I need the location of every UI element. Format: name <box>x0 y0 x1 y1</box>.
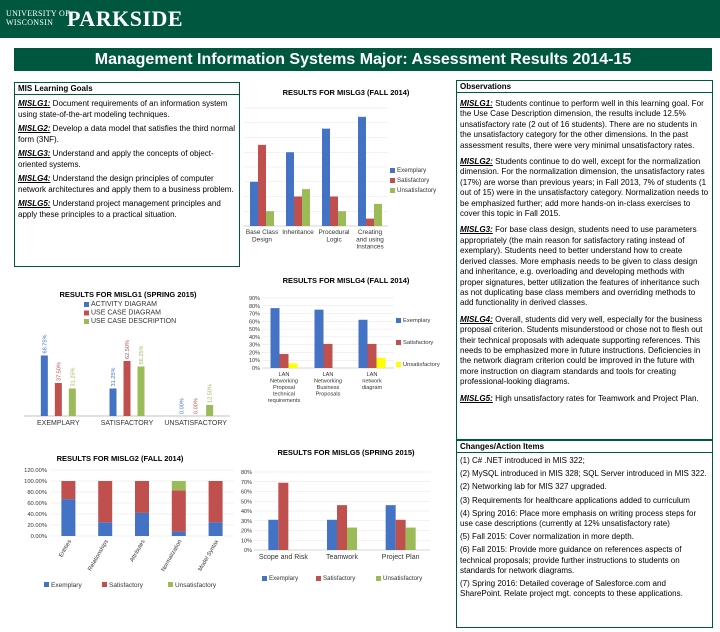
legend-label: Exemplary <box>397 167 427 174</box>
bar <box>330 197 338 227</box>
observation-id: MISLG4: <box>460 314 493 324</box>
learning-goal-id: MISLG5: <box>18 199 51 208</box>
learning-goal-item <box>15 174 239 195</box>
university-logo-text <box>6 9 70 27</box>
learning-goal-item <box>15 124 239 145</box>
change-item: (2) MySQL introduced in MIS 328; SQL Server introduced in MIS 322. <box>460 469 707 479</box>
chart-lg3 <box>236 100 454 268</box>
bar <box>327 520 337 550</box>
legend-swatch <box>84 302 89 307</box>
learning-goal-item <box>15 149 239 170</box>
change-item: (5) Fall 2015: Cover normalization in more depth. <box>460 532 634 542</box>
chart-lg1-title: RESULTS FOR MISLG1 (SPRING 2015) <box>59 290 197 299</box>
bar <box>315 310 324 368</box>
bar <box>289 363 298 368</box>
observations-panel <box>456 80 713 440</box>
bar <box>294 197 302 227</box>
chart-lg4 <box>236 290 454 416</box>
legend-label: USE CASE DESCRIPTION <box>91 318 177 325</box>
data-label: 12.50% <box>207 384 214 403</box>
y-tick-label: 70% <box>240 479 252 486</box>
legend-swatch <box>44 582 49 587</box>
legend-label: Satisfactory <box>403 340 434 346</box>
x-tick-label: SATISFACTORY <box>100 420 154 427</box>
bar-segment <box>98 481 112 522</box>
chart-lg3-title: RESULTS FOR MISLG3 (FALL 2014) <box>282 88 410 97</box>
y-tick-label: 0% <box>252 366 260 372</box>
x-tick-label: Inheritance <box>282 229 314 236</box>
bar <box>138 367 145 417</box>
bar <box>377 358 386 368</box>
learning-goal-id: MISLG2: <box>18 124 51 133</box>
observation-text: Students continue to perform well in this learning goal. For the Use Case Description dimension, the results include 12.5% unsatisfactory rate (2 out of 16 students). There are no students in the unsatisfactory category for the other dimensions. In the past assessment results, there were very minimal unsatisfactory rates. <box>460 99 704 150</box>
change-item: (2) Networking lab for MIS 327 upgraded. <box>460 482 607 492</box>
chart-lg1 <box>14 298 240 436</box>
y-tick-label: 50% <box>240 499 252 506</box>
y-tick-label: 20% <box>248 350 260 357</box>
bar <box>337 505 347 550</box>
bar <box>358 117 366 226</box>
x-tick-label: Attributes <box>129 539 147 564</box>
learning-goal-text: Understand and apply the concepts of object-oriented systems. <box>18 149 214 169</box>
bar <box>55 383 62 416</box>
observation-item <box>457 225 712 308</box>
university-logo-name: PARKSIDE <box>67 6 184 31</box>
observation-id: MISLG3: <box>460 225 493 235</box>
observation-item <box>457 99 712 151</box>
legend-swatch <box>396 340 401 345</box>
y-tick-label: 30% <box>240 518 252 525</box>
bar-segment <box>172 532 186 536</box>
learning-goal-text: Develop a data model that satisfies the third normal form (3NF). <box>18 124 235 144</box>
chart-lg5-title: RESULTS FOR MISLG5 (SPRING 2015) <box>277 448 415 457</box>
x-tick-label: Project Plan <box>381 554 420 561</box>
data-label: 56.25% <box>139 345 145 365</box>
y-tick-label: 30% <box>248 342 260 349</box>
y-tick-label: 0.00% <box>30 534 47 540</box>
observation-text: For base class design, students need to use parameters appropriately (the main reason for satisfactory rating instead of exemplary). Students need to better understand how to create derived classes. More emphasis needs to be given to class design and inheritance, e.g. overloading and developing methods with proper signatures, better utilization the features of inheritance such as not duplicating base class members and overriding methods to add functionality in derived classes. <box>460 225 700 308</box>
data-label: 62.50% <box>125 340 131 359</box>
university-line2: WISCONSIN <box>6 18 54 27</box>
bar <box>206 405 213 416</box>
change-item: (6) Fall 2015: Provide more guidance on references aspects of technical proposals; provide further instructions to students on standards for network diagrams. <box>460 545 682 575</box>
bar-segment <box>98 522 112 536</box>
legend-label: USE CASE DIAGRAM <box>91 309 162 317</box>
legend-label: Unsatisfactory <box>175 582 217 589</box>
bar <box>406 528 416 550</box>
y-tick-label: 60% <box>240 489 252 496</box>
change-item: (3) Requirements for healthcare applications added to curriculum <box>460 495 690 505</box>
bar <box>386 505 396 550</box>
bar <box>280 354 289 368</box>
bar <box>374 204 382 226</box>
data-label: 0.00% <box>179 398 186 414</box>
y-tick-label: 120.00% <box>24 468 47 474</box>
y-tick-label: 80% <box>240 470 252 476</box>
bar <box>271 308 280 368</box>
legend-swatch <box>84 319 89 324</box>
bar <box>322 129 330 226</box>
legend-swatch <box>396 362 401 367</box>
change-item: (7) Spring 2016: Detailed coverage of Salesforce.com and SharePoint. Relate project mgt. concepts to these applications. <box>460 579 683 599</box>
bar <box>366 219 374 226</box>
legend-label: Exemplary <box>269 575 299 582</box>
x-tick-label: Scope and Risk <box>258 554 308 561</box>
observation-id: MISLG1: <box>460 99 493 108</box>
bar <box>324 344 333 368</box>
chart-lg5 <box>236 462 454 584</box>
observation-id: MISLG2: <box>460 157 493 167</box>
university-line1: UNIVERSITY OF <box>6 9 70 18</box>
y-tick-label: 80.00% <box>27 490 47 496</box>
chart-lg4-title: RESULTS FOR MISLG4 (FALL 2014) <box>282 276 410 285</box>
bar <box>124 361 131 416</box>
learning-goal-text: Document requirements of an information system using state-of-the-art modeling techniques. <box>18 99 228 119</box>
y-tick-label: 100.00% <box>24 479 47 485</box>
x-tick-label: Normalization <box>160 539 184 573</box>
y-tick-label: 50% <box>248 327 260 334</box>
change-item: (1) C# .NET introduced in MIS 322; <box>460 456 585 465</box>
learning-goal-item <box>15 99 239 120</box>
x-tick-label: LAN network diagram <box>361 372 383 391</box>
bar <box>268 520 278 550</box>
y-tick-label: 10% <box>240 538 252 545</box>
legend-swatch <box>396 318 401 323</box>
legend-swatch <box>168 582 173 587</box>
bar <box>258 145 266 226</box>
learning-goal-item <box>15 199 239 220</box>
data-label: 0.00% <box>193 398 200 414</box>
x-tick-label: Base Class Design <box>245 229 279 244</box>
chart-lg2 <box>14 464 240 594</box>
legend-swatch <box>376 576 381 581</box>
observation-text: Overall, students did very well, especially for the business proposal criterion. Students misunderstood or chose not to flesh out their technical proposals with adequate supporting references. This needs to be emphasized more in future instructions. Deficiencies in the network diagram criterion could be improved in the future with more instruction on diagram standards and tools for creating professional-looking diagrams. <box>460 314 703 387</box>
learning-goal-id: MISLG4: <box>18 174 51 183</box>
y-tick-label: 20% <box>240 528 252 535</box>
legend-label: Satisfactory <box>323 575 356 582</box>
x-tick-label: UNSATISFACTORY <box>164 420 227 427</box>
bar-segment <box>61 499 75 536</box>
y-tick-label: 60.00% <box>27 501 47 507</box>
x-tick-label: Model Syntax <box>197 539 221 573</box>
y-tick-label: 40.00% <box>27 512 47 518</box>
legend-swatch <box>390 188 395 193</box>
learning-goal-id: MISLG1: <box>18 99 51 108</box>
bar-segment <box>209 522 223 536</box>
bar <box>286 152 294 226</box>
legend-label: Unsatisfactory <box>403 362 440 368</box>
legend-label: Exemplary <box>403 318 431 324</box>
y-tick-label: 20.00% <box>27 523 47 529</box>
x-tick-label: Entities <box>58 539 74 559</box>
y-tick-label: 90% <box>248 296 260 302</box>
bar <box>368 344 377 368</box>
bar-segment <box>61 481 75 499</box>
y-tick-label: 70% <box>248 311 260 318</box>
data-label: 37.50% <box>56 362 63 381</box>
bar <box>347 528 357 550</box>
legend-label: Satisfactory <box>397 177 430 184</box>
observation-id: MISLG5: <box>460 393 493 403</box>
x-tick-label: Teamwork <box>326 554 358 561</box>
observation-text: High unsatisfactory rates for Teamwork and Project Plan. <box>492 393 699 403</box>
legend-swatch <box>316 576 321 581</box>
bar <box>110 389 117 417</box>
x-tick-label: Relationships <box>87 539 110 573</box>
observation-item <box>457 315 712 388</box>
learning-goal-id: MISLG3: <box>18 149 51 158</box>
y-tick-label: 0% <box>244 548 252 554</box>
legend-label: Exemplary <box>51 582 82 589</box>
observation-item <box>457 157 712 219</box>
data-label: 31.25% <box>111 367 117 387</box>
observation-text: Students continue to do well, except for the normalization dimension. For the normalization dimension, the unsatisfactory rates (17%) are worse than previous years; in Fall 2013, 7% of students (1 out of 15) were in the unsatisfactory category. Normalization needs to be emphasized further; add more hands-on in-class exercises to cover this topic in Fall 2015. <box>460 157 709 219</box>
changes-panel <box>456 440 713 628</box>
x-tick-label: EXEMPLARY <box>36 420 80 427</box>
bar <box>302 189 310 226</box>
bar-segment <box>135 481 149 513</box>
legend-swatch <box>390 168 395 173</box>
observations-heading: Observations <box>457 81 712 93</box>
bar <box>41 356 48 417</box>
change-item: (4) Spring 2016: Place more emphasis on writing process steps for use case descriptions (currently at 12% unsatisfactory rate) <box>460 508 697 529</box>
legend-label: ACTIVITY DIAGRAM <box>91 301 157 308</box>
y-tick-label: 10% <box>248 358 260 365</box>
bar-segment <box>135 513 149 536</box>
legend-swatch <box>262 576 267 581</box>
learning-goal-text: Understand the design principles of computer network architectures and apply them to a business problem. <box>18 174 234 194</box>
bar <box>250 182 258 226</box>
y-tick-label: 80% <box>248 303 260 310</box>
y-tick-label: 60% <box>248 319 260 326</box>
bar <box>338 211 346 226</box>
bar <box>278 483 288 550</box>
x-tick-label: Procedural Logic <box>318 229 350 244</box>
data-label: 68.75% <box>42 334 49 354</box>
learning-goals-panel <box>14 82 240 267</box>
y-tick-label: 40% <box>240 509 252 515</box>
bar-segment <box>209 481 223 522</box>
data-label: 31.25% <box>70 367 77 387</box>
legend-swatch <box>84 311 89 316</box>
legend-label: Unsatisfactory <box>383 575 423 582</box>
observation-item <box>457 394 712 404</box>
legend-label: Satisfactory <box>109 582 143 589</box>
x-tick-label: Creating and using Instances <box>356 229 384 251</box>
bar-segment <box>172 481 186 490</box>
x-tick-label: LAN Networking Proposal technical requirements <box>267 372 301 404</box>
x-tick-label: LAN Networking Business Proposals <box>314 372 342 398</box>
y-tick-label: 40% <box>248 334 260 341</box>
bar-segment <box>172 490 186 531</box>
legend-label: Unsatisfactory <box>397 187 437 194</box>
changes-heading: Changes/Action Items <box>457 441 712 453</box>
poster-title: Management Information Systems Major: Assessment Results 2014-15 <box>14 48 712 71</box>
learning-goal-text: Understand project management principles and apply these principles to a practical situation. <box>18 199 221 219</box>
chart-lg2-title: RESULTS FOR MISLG2 (FALL 2014) <box>56 454 184 463</box>
bar <box>69 389 76 417</box>
bar <box>359 320 368 368</box>
bar <box>396 520 406 550</box>
learning-goals-heading: MIS Learning Goals <box>15 83 239 95</box>
legend-swatch <box>102 582 107 587</box>
bar <box>266 211 274 226</box>
legend-swatch <box>390 178 395 183</box>
